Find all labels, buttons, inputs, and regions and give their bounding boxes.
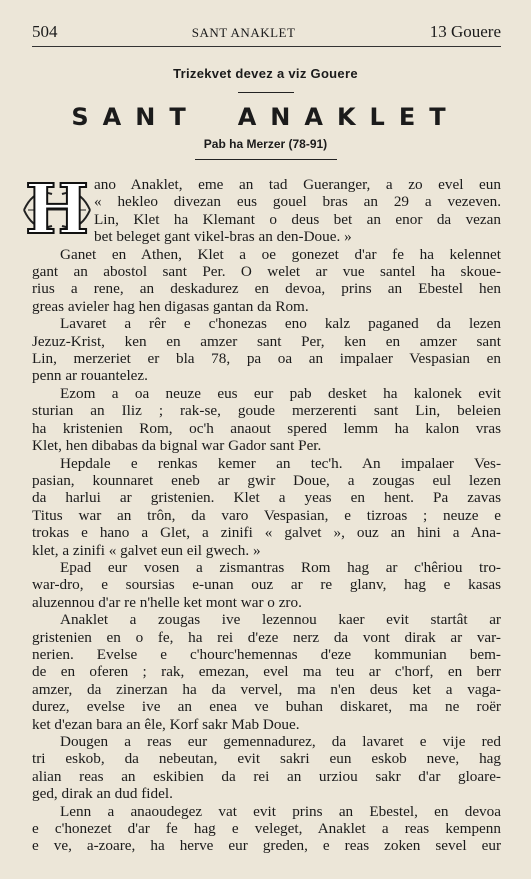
text-line: e c'honezet d'ar fe hag e veleget, Anaklet a reas kempenn bbox=[32, 820, 501, 838]
text-line: trokas e hano a Glet, a zinifi « galvet », ouz an hini a Ana- bbox=[32, 524, 501, 542]
text-line: war-dro, e soursias e-unan ouz ar re glanv, hag e kasas bbox=[32, 576, 501, 594]
saint-title bbox=[36, 100, 495, 134]
text-line: Lin, merzeriet er bla 78, pa oa an impalaer Vespasian en bbox=[32, 350, 501, 368]
text-line: ano Anaklet, eme an tad Gueranger, a zo evel eun bbox=[94, 176, 501, 193]
page-number: 504 bbox=[32, 22, 58, 41]
text-line: aluzennou d'ar re n'helle ket mont war o zro. bbox=[32, 593, 302, 611]
text-line: alian reas an eskibien da rei an urziou sakr d'ar gloare- bbox=[32, 767, 501, 785]
text-line: penn ar rouantelez. bbox=[32, 367, 148, 385]
title-word-2: ANAKLET bbox=[237, 103, 460, 131]
saint-subtitle: Pab ha Merzer (78-91) bbox=[203, 137, 328, 151]
text-line: sturian an Iliz ; rak-se, goude merzerenti sant Lin, beleien bbox=[32, 402, 501, 420]
text-line: durez, evelse ive an enea ve buhan diskaret, ma ne roër bbox=[32, 698, 501, 716]
text-line: Lin, Klet ha Klemant o deus bet an enor da vezan bbox=[94, 210, 501, 228]
text-line: de en oferen ; rak, emezan, evel ma teu ar c'horf, en berr bbox=[32, 663, 501, 681]
text-line: greas avieler hag hen digasas gantan da Rom. bbox=[32, 297, 309, 315]
text-line: Hepdale e renkas kemer an tec'h. An impalaer Ves- bbox=[60, 454, 501, 472]
text-line: nerien. Evelse e c'hourc'hemennas d'eze kommunian bem- bbox=[32, 645, 501, 663]
text-line: Lenn a anaoudegez vat evit prins an Ebestel, en devoa bbox=[60, 802, 501, 820]
text-line: ged, dirak an dud fidel. bbox=[32, 785, 173, 803]
running-header bbox=[32, 22, 501, 47]
text-line: rius a rene, an deskadurez en devoa, prins an Ebestel hen bbox=[32, 280, 501, 298]
divider-short bbox=[238, 92, 294, 93]
text-line: Lavaret a rêr e c'honezas eno kalz paganed da lezen bbox=[60, 315, 501, 333]
text-line: gant an abostol sant Per. O welet ar vue santel ha skoue- bbox=[32, 263, 501, 281]
text-line: Klet, hen dibabas da bignal war Gador sant Per. bbox=[32, 437, 322, 455]
text-line: e ve, a-zoare, ha herve eur greden, e reas zoken sevel eur bbox=[32, 837, 501, 855]
text-line: amzer, da zinerzan ha da vervel, ma n'en deus ket a vaga- bbox=[32, 680, 501, 698]
text-line: Ezom a oa neuze eus eur pab desket ha kalonek evit bbox=[60, 384, 501, 402]
text-line: ket d'ezan bara an êle, Korf sakr Mab Doue. bbox=[32, 715, 300, 733]
text-line: klet, a zinifi « galvet eun eil gwech. » bbox=[32, 541, 261, 559]
text-line: Epad eur vosen a zismantras Rom hag ar c'hêriou tro- bbox=[60, 558, 501, 576]
text-line: Titus war an trôn, da varo Vespasian, e tizroas ; neuze e bbox=[32, 506, 501, 524]
title-word-1: SANT bbox=[71, 103, 200, 131]
drop-cap-letter: H bbox=[24, 170, 90, 250]
divider-long bbox=[195, 159, 337, 160]
text-line: Jezuz-Krist, ken en amzer sant Per, ken en amzer sant bbox=[32, 332, 501, 350]
article-body bbox=[32, 176, 501, 855]
text-line: bet beleget gant vikel-bras an den-Doue. » bbox=[94, 228, 352, 246]
text-line: ha kristenien Rom, oc'h anaout spered lemm ha kalon vras bbox=[32, 419, 501, 437]
header-date: 13 Gouere bbox=[429, 22, 501, 41]
text-line: pasian, kounnaret eneb ar gwir Doue, a zougas eul lezen bbox=[32, 471, 501, 489]
text-line: Ganet en Athen, Klet a oe gonezet d'ar fe ha kelennet bbox=[60, 245, 501, 263]
day-heading: Trizekvet devez a viz Gouere bbox=[173, 66, 358, 81]
text-line: gristenien en o fe, ha rei d'eze nerz da vont dirak ar var- bbox=[32, 628, 501, 646]
text-line: da harlui ar gristenien. Klet a yeas en hent. Pa zavas bbox=[32, 489, 501, 507]
text-line: « hekleo divezan eus gouel bras an 29 a vezeven. bbox=[94, 193, 501, 211]
drop-cap bbox=[22, 170, 92, 250]
running-title: SANT ANAKLET bbox=[191, 25, 296, 40]
text-line: Anaklet a zougas ive lezennou kaer evit startât ar bbox=[60, 611, 501, 629]
text-line: tri eskob, da nebeutan, evit sakri eun eskob neve, hag bbox=[32, 750, 501, 768]
text-line: Dougen a reas eur gemennadurez, da lavaret e vije red bbox=[60, 733, 501, 750]
